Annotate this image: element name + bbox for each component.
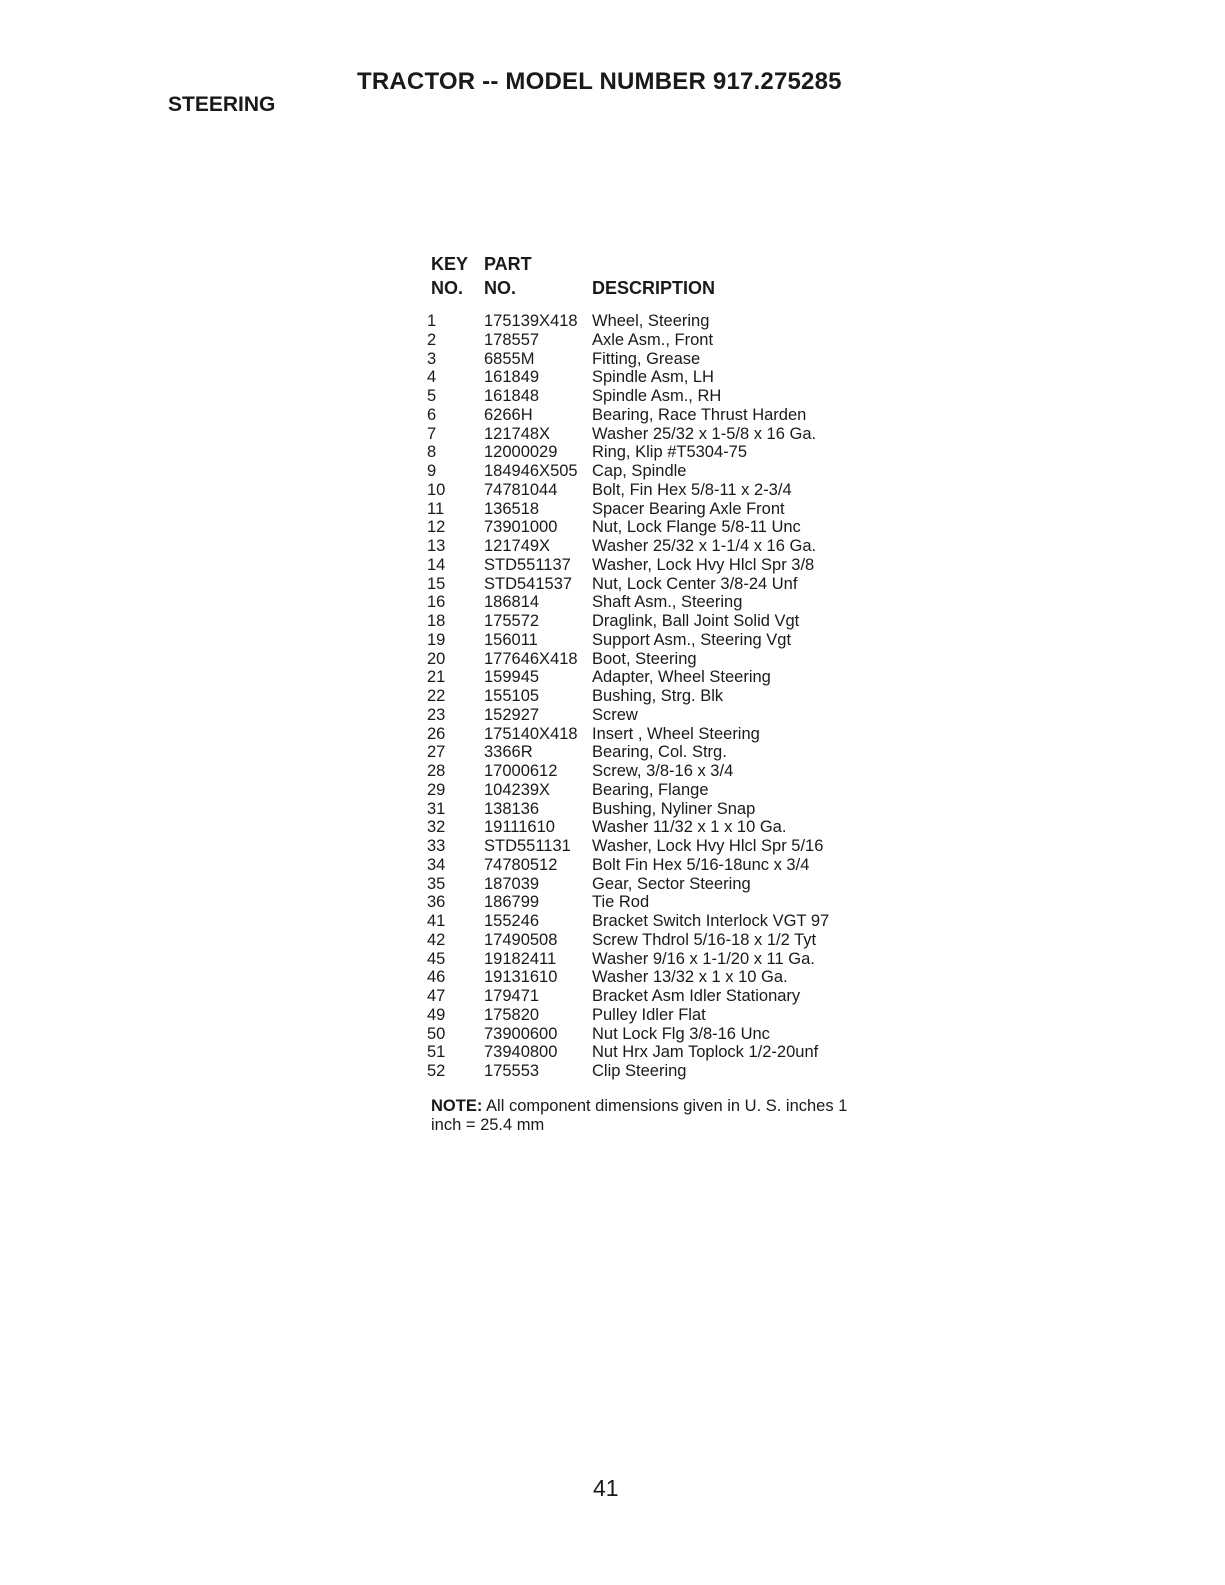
key-number: 15 [427,574,446,593]
parts-row [427,387,871,406]
parts-row [427,987,871,1006]
key-number: 32 [427,818,446,837]
key-number: 3 [427,349,437,368]
part-number: 177646X418 [484,649,578,668]
part-number: 175572 [484,612,540,630]
key-number: 8 [427,443,437,462]
part-description: Spindle Asm, LH [592,368,714,387]
part-description: Wheel, Steering [592,312,710,330]
part-description: Bearing, Col. Strg. [592,743,727,762]
part-description: Bushing, Nyliner Snap [592,799,756,818]
key-number: 10 [427,480,446,499]
part-number: 184946X505 [484,462,578,480]
parts-row [427,593,871,612]
key-number: 20 [427,649,446,668]
section-title: STEERING [168,93,276,116]
key-number: 13 [427,537,446,555]
parts-row [427,630,871,650]
part-number: 73900600 [484,1024,558,1043]
part-description: Washer 25/32 x 1-1/4 x 16 Ga. [592,537,817,555]
part-number: 19111610 [484,818,555,837]
parts-row [427,368,871,387]
parts-row [427,330,871,350]
part-description: Cap, Spindle [592,462,687,480]
key-number: 27 [427,743,446,762]
key-number: 42 [427,930,446,949]
page-number: 41 [593,1475,619,1501]
key-number: 5 [427,387,437,405]
key-header-line2: NO. [431,278,464,298]
part-description: Nut Hrx Jam Toplock 1/2-20unf [592,1043,819,1062]
part-number: 175139X418 [484,312,578,330]
key-number: 33 [427,837,446,855]
part-number: 121749X [484,537,551,555]
key-number: 4 [427,368,437,387]
part-description: Nut, Lock Flange 5/8-11 Unc [592,518,801,537]
key-number: 47 [427,987,446,1005]
part-description: Bolt Fin Hex 5/16-18unc x 3/4 [592,855,810,874]
part-description: Bracket Asm Idler Stationary [592,987,801,1005]
part-description: Bushing, Strg. Blk [592,687,724,705]
part-number: 161848 [484,387,540,405]
parts-row [427,499,871,519]
part-number: 19131610 [484,968,558,987]
parts-row [427,312,871,331]
parts-list-header [431,254,871,312]
part-description: Bracket Switch Interlock VGT 97 [592,912,830,930]
parts-row [427,480,871,500]
parts-row [427,687,871,706]
part-number: 12000029 [484,443,558,462]
part-number: 121748X [484,424,551,443]
parts-row [427,968,871,987]
part-description: Support Asm., Steering Vgt [592,630,792,649]
part-number: 175553 [484,1062,540,1080]
part-number: 104239X [484,780,551,799]
parts-row [427,837,871,856]
part-number: 179471 [484,987,540,1005]
part-description: Gear, Sector Steering [592,874,751,893]
part-description: Washer, Lock Hvy Hlcl Spr 3/8 [592,555,815,574]
part-description: Pulley Idler Flat [592,1005,706,1024]
parts-row [427,855,871,875]
parts-row [427,780,871,800]
parts-list [427,254,871,1081]
part-description: Washer 25/32 x 1-5/8 x 16 Ga. [592,424,817,443]
key-number: 50 [427,1024,446,1043]
parts-row [427,762,871,781]
part-description: Boot, Steering [592,649,697,668]
key-number: 52 [427,1062,446,1080]
part-number: 74780512 [484,855,558,874]
parts-row [427,405,871,425]
part-description: Washer 9/16 x 1-1/20 x 11 Ga. [592,949,815,968]
part-description: Nut, Lock Center 3/8-24 Unf [592,574,798,593]
parts-row [427,1024,871,1044]
parts-row [427,649,871,669]
part-number: STD551137 [484,555,571,574]
part-header-line1: PART [484,254,532,274]
key-number: 49 [427,1005,446,1024]
key-header-line1: KEY [431,254,469,274]
part-description: Shaft Asm., Steering [592,593,743,612]
parts-row [427,893,871,912]
part-description: Spacer Bearing Axle Front [592,499,785,518]
part-description: Washer 13/32 x 1 x 10 Ga. [592,968,788,987]
parts-row [427,743,871,762]
key-number: 46 [427,968,446,987]
key-number: 2 [427,330,437,349]
key-number: 51 [427,1043,446,1062]
parts-row [427,424,871,444]
part-description: Screw Thdrol 5/16-18 x 1/2 Tyt [592,930,817,949]
part-number: 178557 [484,330,540,349]
part-number: 155105 [484,687,540,705]
parts-row [427,555,871,575]
part-number: 156011 [484,630,538,649]
parts-row [427,537,871,556]
parts-row [427,874,871,894]
key-number: 22 [427,687,446,705]
key-number: 7 [427,424,437,443]
key-number: 41 [427,912,446,930]
part-number: 73940800 [484,1043,558,1062]
part-number: 19182411 [484,949,557,968]
part-number: 187039 [484,874,540,893]
part-description: Screw, 3/8-16 x 3/4 [592,762,734,780]
parts-row [427,443,871,462]
part-number: 3366R [484,743,533,762]
dimension-note [431,1097,851,1135]
parts-row [427,612,871,631]
key-number: 19 [427,630,446,649]
part-number: 159945 [484,668,540,687]
part-description: Screw [592,705,638,724]
parts-row [427,705,871,725]
part-description: Ring, Klip #T5304-75 [592,443,748,462]
parts-rows [427,312,871,1081]
key-number: 18 [427,612,446,630]
part-description: Insert , Wheel Steering [592,724,760,743]
part-number: 186814 [484,593,540,612]
parts-row [427,462,871,481]
key-number: 35 [427,874,446,893]
part-number: STD541537 [484,574,573,593]
part-description: Bearing, Race Thrust Harden [592,405,807,424]
part-number: 6855M [484,349,535,368]
note-label: NOTE: [431,1097,483,1115]
key-number: 29 [427,780,446,799]
key-number: 28 [427,762,446,780]
part-description: Bolt, Fin Hex 5/8-11 x 2-3/4 [592,480,792,499]
part-number: 175140X418 [484,724,578,743]
part-description: Axle Asm., Front [592,330,714,349]
parts-row [427,349,871,369]
parts-row [427,1005,871,1025]
key-number: 34 [427,855,446,874]
parts-row [427,668,871,687]
part-description: Tie Rod [592,893,650,912]
note-text: All component dimensions given in U. S. inches 1 inch = 25.4 mm [431,1097,848,1134]
key-number: 45 [427,949,446,968]
parts-row [427,724,871,744]
parts-row [427,949,871,969]
part-description: Draglink, Ball Joint Solid Vgt [592,612,800,630]
key-number: 12 [427,518,446,537]
key-number: 21 [427,668,446,687]
key-number: 16 [427,593,446,612]
parts-row [427,930,871,950]
part-header-line2: NO. [484,278,517,298]
page-title: TRACTOR -- MODEL NUMBER 917.275285 [357,68,842,95]
part-number: 152927 [484,705,540,724]
key-number: 1 [427,312,437,330]
part-description: Bearing, Flange [592,780,709,799]
key-number: 26 [427,724,446,743]
part-number: 136518 [484,499,540,518]
part-number: 17490508 [484,930,558,949]
part-description: Nut Lock Flg 3/8-16 Unc [592,1024,770,1043]
parts-row [427,574,871,594]
part-description: Fitting, Grease [592,349,701,368]
key-number: 6 [427,405,437,424]
part-number: 73901000 [484,518,558,537]
description-header: DESCRIPTION [592,278,716,298]
parts-row [427,799,871,819]
part-description: Adapter, Wheel Steering [592,668,771,687]
part-description: Washer, Lock Hvy Hlcl Spr 5/16 [592,837,824,855]
parts-row [427,1043,871,1062]
key-number: 9 [427,462,437,480]
part-number: 161849 [484,368,540,387]
part-number: 6266H [484,405,533,424]
key-number: 23 [427,705,446,724]
part-number: STD551131 [484,837,571,855]
parts-row [427,912,871,931]
parts-row [427,818,871,837]
key-number: 36 [427,893,446,912]
part-number: 186799 [484,893,540,912]
part-number: 155246 [484,912,540,930]
part-number: 74781044 [484,480,558,499]
part-number: 175820 [484,1005,540,1024]
parts-row [427,518,871,537]
key-number: 11 [427,499,445,518]
key-number: 14 [427,555,446,574]
key-number: 31 [427,799,446,818]
part-description: Spindle Asm., RH [592,387,722,405]
parts-row [427,1062,871,1081]
part-number: 138136 [484,799,540,818]
part-description: Clip Steering [592,1062,687,1080]
part-number: 17000612 [484,762,558,780]
part-description: Washer 11/32 x 1 x 10 Ga. [592,818,787,837]
